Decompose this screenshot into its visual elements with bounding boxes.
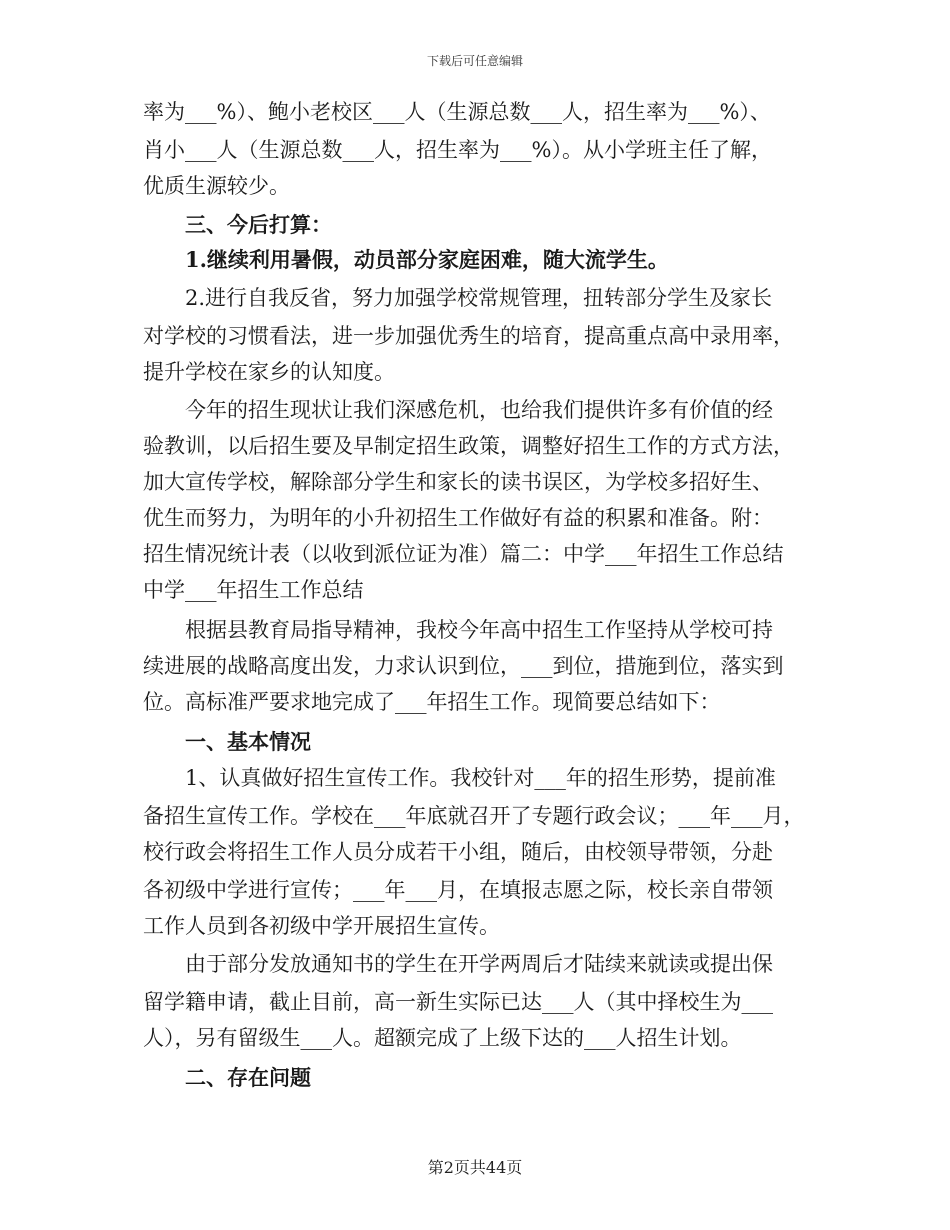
text-line: 提升学校在家乡的认知度。: [143, 360, 395, 384]
text-line: 校行政会将招生工作人员分成若干小组，随后，由校领导带领，分赴: [143, 840, 773, 864]
text-line: 2.进行自我反省，努力加强学校常规管理，扭转部分学生及家长: [143, 286, 773, 310]
text-line: 二、存在问题: [143, 1065, 311, 1090]
text-line: 续进展的战略高度出发，力求认识到位，___到位，措施到位，落实到: [143, 654, 784, 678]
text-line: 肖小___人（生源总数___人，招生率为___%）。从小学班主任了解，: [143, 138, 772, 162]
text-line: 人），另有留级生___人。超额完成了上级下达的___人招生计划。: [143, 1026, 742, 1050]
text-line: 加大宣传学校，解除部分学生和家长的读书误区，为学校多招好生、: [143, 470, 773, 494]
text-line: 优生而努力，为明年的小升初招生工作做好有益的积累和准备。附：: [143, 506, 773, 530]
text-line: 对学校的习惯看法，进一步加强优秀生的培育，提高重点高中录用率，: [143, 324, 794, 348]
text-line: 备招生宣传工作。学校在___年底就召开了专题行政会议；___年___月，: [143, 804, 805, 828]
text-line: 工作人员到各初级中学开展招生宣传。: [143, 914, 500, 938]
text-line: 根据县教育局指导精神，我校今年高中招生工作坚持从学校可持: [143, 618, 773, 642]
text-line: 由于部分发放通知书的学生在开学两周后才陆续来就读或提出保: [143, 952, 773, 976]
text-line: 中学___年招生工作总结: [143, 578, 364, 602]
page-header: 下载后可任意编辑: [426, 54, 523, 68]
text-line: 位。高标准严要求地完成了___年招生工作。现简要总结如下：: [143, 690, 721, 714]
text-line: 优质生源较少。: [143, 174, 290, 198]
text-line: 验教训，以后招生要及早制定招生政策，调整好招生工作的方式方法，: [143, 434, 794, 458]
text-line: 各初级中学进行宣传；___年___月，在填报志愿之际，校长亲自带领: [143, 878, 773, 902]
text-line: 率为___%）、鲍小老校区___人（生源总数___人，招生率为___%）、: [143, 100, 771, 124]
text-line: 1.继续利用暑假，动员部分家庭困难，随大流学生。: [143, 247, 669, 272]
page-footer: 第2页共44页: [427, 1158, 523, 1177]
text-line: 1、认真做好招生宣传工作。我校针对___年的招生形势，提前准: [143, 766, 776, 790]
text-line: 留学籍申请，截止目前，高一新生实际已达___人（其中择校生为___: [143, 990, 773, 1014]
text-line: 今年的招生现状让我们深感危机，也给我们提供许多有价值的经: [143, 398, 773, 422]
text-line: 三、今后打算：: [143, 212, 332, 237]
text-line: 一、基本情况: [143, 729, 311, 754]
text-line: 招生情况统计表（以收到派位证为准）篇二：中学___年招生工作总结: [143, 542, 784, 566]
